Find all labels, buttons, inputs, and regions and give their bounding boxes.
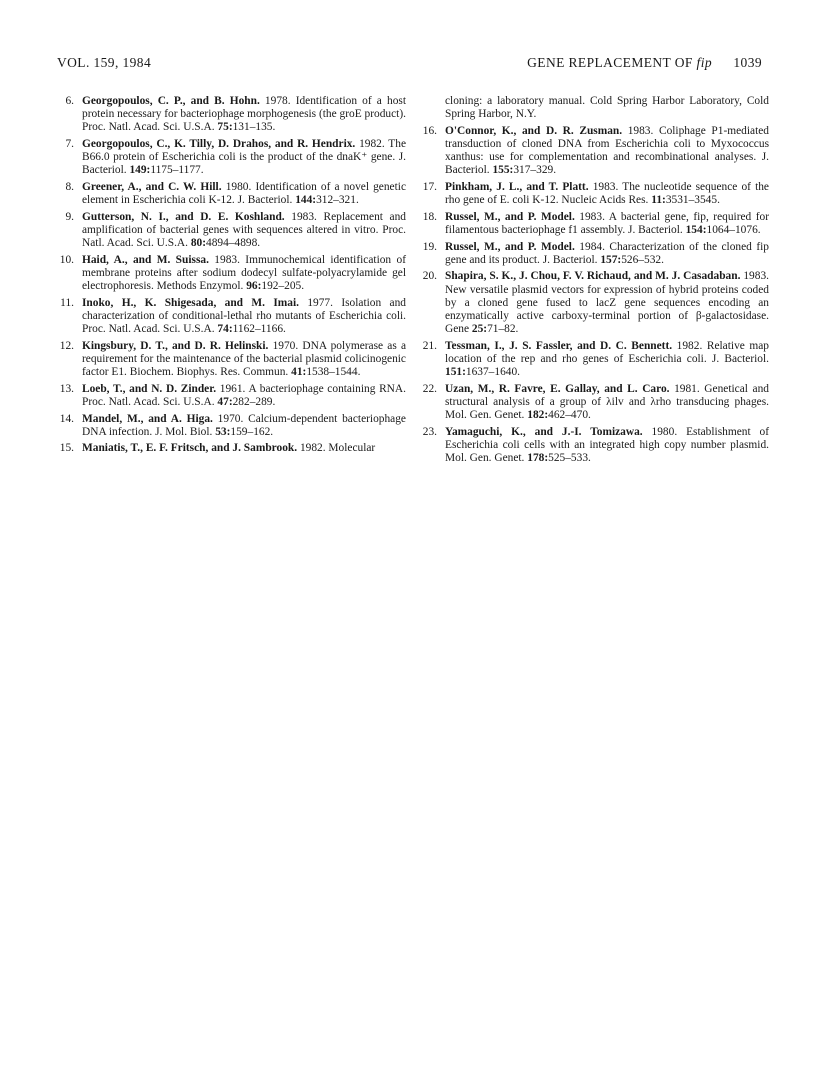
- reference-volume: 25:: [471, 323, 488, 336]
- reference-number: 10.: [59, 253, 74, 266]
- reference-list-right: [421, 95, 769, 469]
- reference-entry: [58, 442, 406, 455]
- reference-pages: 526–532.: [621, 253, 664, 266]
- reference-authors: Pinkham, J. L., and T. Platt.: [445, 181, 589, 193]
- reference-number: 6.: [65, 95, 74, 107]
- reference-authors: Yamaguchi, K., and J.-I. Tomizawa.: [445, 425, 643, 438]
- reference-text: 1983. Replacement and amplification of bacterial genes with sequences altered in vitro. Proc. Natl. Acad. Sci. U.S.A.: [82, 210, 406, 250]
- reference-volume: 53:: [215, 425, 231, 438]
- reference-text: 1983. New versatile plasmid vectors for expression of hybrid proteins coded by a cloned gene fused to lacZ gene sequences encoding an enzymatically active carboxy-terminal portion of β-galactosidase. Gene: [445, 270, 769, 336]
- reference-text: 1970. Calcium-dependent bacteriophage DNA infection. J. Mol. Biol.: [82, 412, 406, 438]
- reference-text: 1983. Immunochemical identification of membrane proteins after sodium dodecyl sulfate-polyacrylamide gel electrophoresis. Methods Enzymol.: [82, 253, 406, 293]
- reference-entry: [58, 413, 406, 439]
- reference-list-left: [58, 95, 406, 459]
- reference-text: 1983. A bacterial gene, fip, required for filamentous bacteriophage f1 assembly. J. Bacteriol.: [445, 210, 769, 236]
- reference-number: 21.: [422, 339, 437, 352]
- running-title: [527, 55, 712, 71]
- reference-text: 1961. A bacteriophage containing RNA. Proc. Natl. Acad. Sci. U.S.A.: [82, 382, 406, 408]
- reference-volume: 144:: [295, 194, 317, 207]
- reference-number: 7.: [65, 138, 74, 150]
- reference-entry: [421, 383, 769, 423]
- reference-number: 22.: [422, 382, 437, 395]
- reference-volume: 96:: [246, 280, 262, 293]
- reference-number: 8.: [65, 181, 74, 193]
- reference-volume: 157:: [600, 253, 622, 266]
- reference-number: 20.: [422, 270, 437, 283]
- reference-pages: 159–162.: [230, 425, 274, 438]
- reference-authors: Georgopoulos, C., K. Tilly, D. Drahos, and R. Hendrix.: [82, 138, 356, 150]
- reference-volume: 149:: [129, 164, 151, 177]
- reference-entry: [58, 254, 406, 294]
- running-title-gene: fip: [696, 55, 712, 70]
- reference-volume: 182:: [527, 409, 549, 422]
- reference-entry: [421, 125, 769, 178]
- page-header: [57, 55, 762, 73]
- reference-text: 1981. Genetical and structural analysis of a group of λilv and λrho transducing phages. Mol. Gen. Genet.: [445, 382, 769, 422]
- reference-number: 9.: [65, 210, 74, 223]
- reference-volume: 75:: [217, 121, 233, 134]
- reference-text: 1982. Relative map location of the rep and rho genes of Escherichia coli. J. Bacteriol.: [445, 339, 769, 365]
- reference-authors: O'Connor, K., and D. R. Zusman.: [445, 124, 623, 137]
- reference-text: 1983. Coliphage P1-mediated transduction of cloned DNA from Escherichia coli to Myxococcus xanthus: use for complementation and recombinational analyses. J. Bacteriol.: [445, 124, 769, 177]
- reference-number: 15.: [59, 442, 74, 455]
- reference-pages: 312–321.: [316, 194, 359, 207]
- reference-entry: [58, 340, 406, 380]
- reference-volume: 154:: [685, 224, 707, 236]
- reference-volume: 11:: [651, 194, 666, 207]
- page-number: 1039: [733, 55, 762, 70]
- reference-pages: 1175–1177.: [150, 164, 204, 177]
- reference-text: 1978. Identification of a host protein necessary for bacteriophage morphogenesis (the groE product). Proc. Natl. Acad. Sci. U.S.A.: [82, 95, 406, 134]
- reference-authors: Gutterson, N. I., and D. E. Koshland.: [82, 210, 285, 223]
- reference-text: 1983. The nucleotide sequence of the rho gene of E. coli K-12. Nucleic Acids Res.: [445, 181, 769, 207]
- reference-number: 23.: [422, 425, 437, 438]
- reference-pages: 317–329.: [513, 164, 557, 177]
- reference-pages: 131–135.: [232, 121, 276, 134]
- reference-authors: Maniatis, T., E. F. Fritsch, and J. Sambrook.: [82, 442, 298, 455]
- reference-entry: [421, 241, 769, 267]
- reference-list-right-items: [421, 125, 769, 466]
- reference-number: 17.: [422, 181, 437, 193]
- reference-number: 18.: [422, 210, 437, 223]
- reference-pages: 3531–3545.: [665, 194, 720, 207]
- reference-entry: [58, 181, 406, 207]
- reference-continuation: cloning: a laboratory manual. Cold Spring Harbor Laboratory, Cold Spring Harbor, N.Y.: [445, 95, 769, 121]
- reference-entry: [58, 211, 406, 251]
- reference-text: 1977. Isolation and characterization of conditional-lethal rho mutants of Escherichia coli. Proc. Natl. Acad. Sci. U.S.A.: [82, 296, 406, 336]
- reference-authors: Greener, A., and C. W. Hill.: [82, 181, 222, 193]
- reference-pages: 462–470.: [548, 409, 591, 422]
- reference-authors: Uzan, M., R. Favre, E. Gallay, and L. Caro.: [445, 382, 670, 395]
- reference-authors: Shapira, S. K., J. Chou, F. V. Richaud, and M. J. Casadaban.: [445, 270, 741, 283]
- reference-volume: 178:: [527, 452, 549, 465]
- reference-entry: [421, 211, 769, 237]
- reference-authors: Russel, M., and P. Model.: [445, 210, 575, 223]
- reference-authors: Haid, A., and M. Suissa.: [82, 253, 209, 266]
- reference-pages: 282–289.: [232, 396, 276, 408]
- reference-entry: [58, 383, 406, 409]
- running-title-text: GENE REPLACEMENT OF: [527, 55, 693, 70]
- reference-authors: Russel, M., and P. Model.: [445, 240, 575, 253]
- reference-volume: 47:: [217, 396, 233, 408]
- reference-pages: 1637–1640.: [465, 366, 520, 379]
- reference-number: 19.: [422, 240, 437, 253]
- reference-number: 14.: [59, 412, 74, 425]
- reference-authors: Mandel, M., and A. Higa.: [82, 412, 213, 425]
- reference-authors: Inoko, H., K. Shigesada, and M. Imai.: [82, 296, 299, 309]
- reference-volume: 80:: [190, 237, 207, 250]
- reference-pages: 4894–4898.: [206, 237, 261, 250]
- reference-entry: [421, 181, 769, 207]
- reference-text: 1970. DNA polymerase as a requirement for the maintenance of the bacterial plasmid colicinogenic factor E1. Biochem. Biophys. Res. Commun.: [82, 339, 407, 379]
- reference-text: 1980. Establishment of Escherichia coli cells with an integrated high copy number plasmid. Mol. Gen. Genet.: [445, 425, 770, 465]
- reference-text: 1980. Identification of a novel genetic element in Escherichia coli K-12. J. Bacteriol.: [82, 181, 406, 207]
- reference-pages: 1162–1166.: [232, 323, 286, 336]
- reference-entry: [58, 297, 406, 337]
- reference-pages: 1538–1544.: [306, 366, 361, 379]
- reference-authors: Kingsbury, D. T., and D. R. Helinski.: [82, 339, 269, 352]
- reference-pages: 71–82.: [487, 323, 519, 336]
- reference-number: 11.: [60, 296, 74, 309]
- reference-entry: [421, 270, 769, 336]
- reference-entry: [58, 138, 406, 178]
- reference-entry: [421, 426, 769, 466]
- reference-pages: 192–205.: [261, 280, 305, 293]
- reference-text: 1982. Molecular: [297, 442, 376, 455]
- reference-entry: [58, 95, 406, 135]
- reference-volume: 155:: [492, 164, 514, 177]
- reference-volume: 151:: [445, 366, 466, 379]
- reference-volume: 41:: [291, 366, 307, 379]
- reference-number: 16.: [422, 124, 437, 137]
- reference-pages: 525–533.: [548, 452, 591, 465]
- reference-entry: [421, 340, 769, 380]
- reference-pages: 1064–1076.: [706, 224, 761, 236]
- reference-text: 1984. Characterization of the cloned fip gene and its product. J. Bacteriol.: [445, 240, 769, 266]
- reference-authors: Georgopoulos, C. P., and B. Hohn.: [82, 95, 260, 107]
- reference-volume: 74:: [217, 323, 233, 336]
- reference-authors: Tessman, I., J. S. Fassler, and D. C. Bennett.: [445, 339, 673, 352]
- reference-number: 12.: [59, 339, 74, 352]
- reference-authors: Loeb, T., and N. D. Zinder.: [82, 382, 217, 395]
- reference-number: 13.: [59, 382, 74, 395]
- reference-text: 1982. The B66.0 protein of Escherichia coli is the product of the dnaK⁺ gene. J. Bacteriol.: [82, 138, 406, 177]
- volume-label: VOL. 159, 1984: [57, 55, 152, 70]
